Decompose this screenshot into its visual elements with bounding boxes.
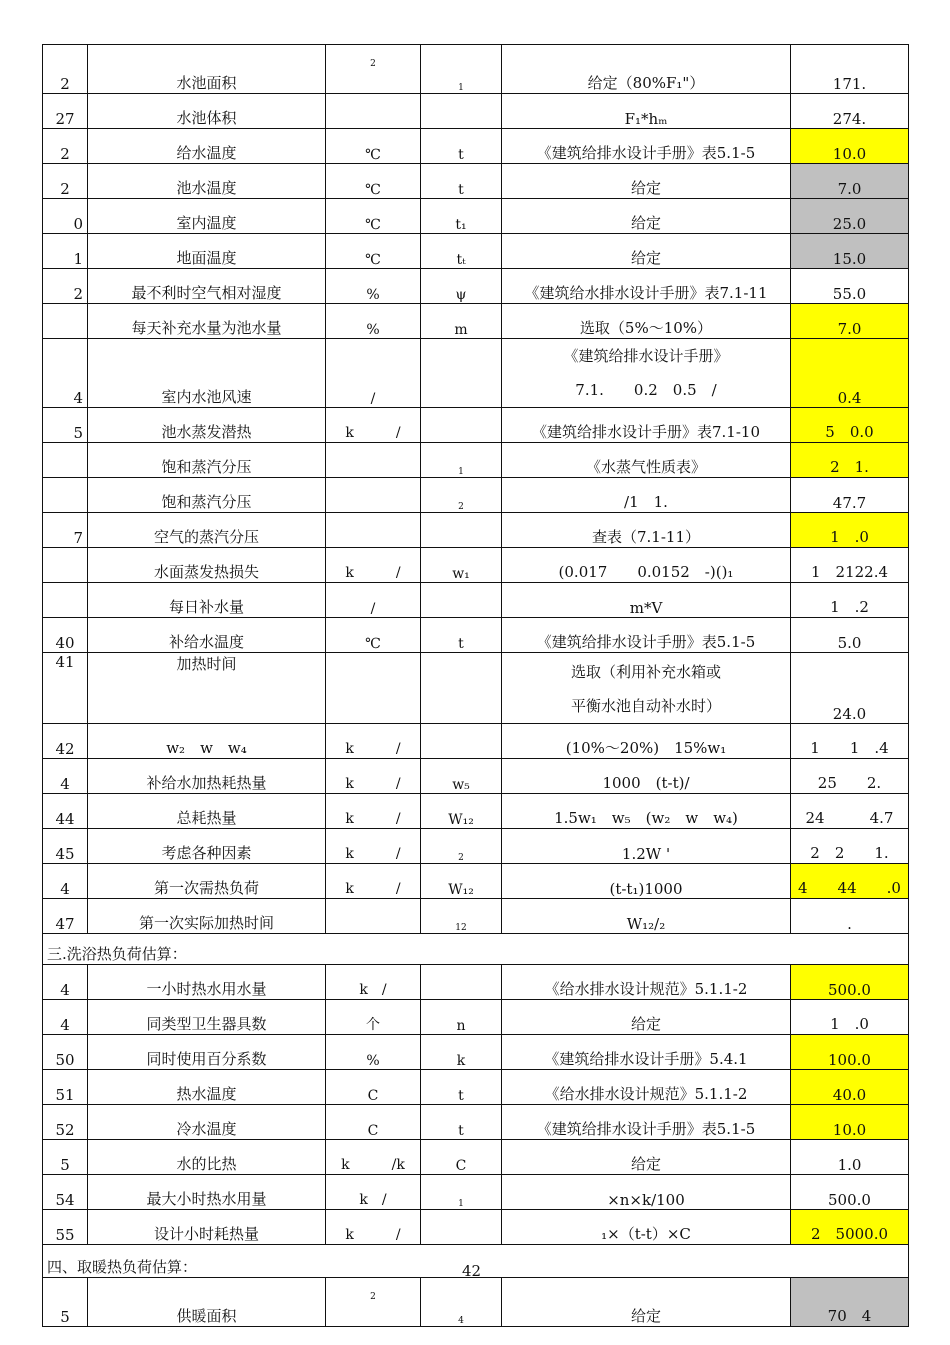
unit-cell: [326, 478, 421, 513]
unit-cell: %: [326, 1035, 421, 1070]
table-row: [43, 94, 909, 129]
formula-cell: W₁₂/₂: [502, 899, 791, 934]
row-number: [43, 583, 88, 618]
formula-cell: m*V: [502, 583, 791, 618]
table-row: [43, 129, 909, 164]
table-row: [43, 339, 909, 408]
item-name: 水池体积: [88, 94, 326, 129]
section-heading: 四、取暖热负荷估算：: [43, 1245, 909, 1278]
value-cell: 1 .2: [791, 583, 909, 618]
section-heading: 三.洗浴热负荷估算：: [43, 934, 909, 965]
value-cell: 100.0: [791, 1035, 909, 1070]
formula-cell: 给定: [502, 234, 791, 269]
row-number: 2: [43, 45, 88, 94]
formula-cell: (t-t₁)1000: [502, 864, 791, 899]
row-number: 42: [43, 724, 88, 759]
formula-cell: (10%～20%) 15%w₁: [502, 724, 791, 759]
value-cell: 500.0: [791, 965, 909, 1000]
symbol-cell: [421, 724, 502, 759]
table-row: [43, 1035, 909, 1070]
table-row: [43, 583, 909, 618]
symbol-cell: w₅: [421, 759, 502, 794]
unit-cell: 个: [326, 1000, 421, 1035]
value-cell: 47.7: [791, 478, 909, 513]
table-row: [43, 1105, 909, 1140]
page-number: 42: [462, 1262, 482, 1280]
value-cell: .: [791, 899, 909, 934]
formula-cell: 《给水排水设计规范》5.1.1-2: [502, 1070, 791, 1105]
table-row: [43, 548, 909, 583]
item-name: 同类型卫生器具数: [88, 1000, 326, 1035]
table-row: [43, 408, 909, 443]
value-cell: 15.0: [791, 234, 909, 269]
value-cell: 10.0: [791, 129, 909, 164]
formula-cell: 《建筑给排水设计手册》表5.1-5: [502, 618, 791, 653]
value-cell: 24.0: [791, 653, 909, 724]
symbol-cell: [421, 513, 502, 548]
unit-cell: [326, 94, 421, 129]
row-number: 55: [43, 1210, 88, 1245]
value-cell: 0.4: [791, 339, 909, 408]
item-name: 池水温度: [88, 164, 326, 199]
item-name: 考虑各种因素: [88, 829, 326, 864]
formula-cell: 给定（80%F₁"）: [502, 45, 791, 94]
symbol-cell: W₁₂: [421, 794, 502, 829]
formula-cell: 给定: [502, 164, 791, 199]
item-name: 室内水池风速: [88, 339, 326, 408]
item-name: 同时使用百分系数: [88, 1035, 326, 1070]
table-row: [43, 1000, 909, 1035]
value-cell: 1 2122.4: [791, 548, 909, 583]
section-row: [43, 934, 909, 965]
table-row: [43, 1175, 909, 1210]
formula-cell: (0.017 0.0152 -)()₁: [502, 548, 791, 583]
table-row: [43, 304, 909, 339]
unit-cell: %: [326, 304, 421, 339]
table-row: [43, 513, 909, 548]
row-number: 5: [43, 408, 88, 443]
row-number: 5: [43, 1278, 88, 1327]
row-number: 45: [43, 829, 88, 864]
formula-cell: ×n×k/100: [502, 1175, 791, 1210]
unit-cell: k /: [326, 1175, 421, 1210]
value-cell: 2 5000.0: [791, 1210, 909, 1245]
table-row: [43, 653, 909, 724]
row-number: 4: [43, 759, 88, 794]
row-number: 27: [43, 94, 88, 129]
item-name: 供暖面积: [88, 1278, 326, 1327]
row-number: 2: [43, 164, 88, 199]
item-name: 一小时热水用水量: [88, 965, 326, 1000]
symbol-cell: 12: [421, 899, 502, 934]
unit-cell: /: [326, 583, 421, 618]
table-row: [43, 269, 909, 304]
row-number: 41: [43, 653, 88, 724]
item-name: 补给水加热耗热量: [88, 759, 326, 794]
value-cell: 274.: [791, 94, 909, 129]
unit-cell: k /: [326, 759, 421, 794]
value-cell: 4 44 .0: [791, 864, 909, 899]
unit-cell: k /: [326, 864, 421, 899]
unit-cell: ℃: [326, 234, 421, 269]
value-cell: 5.0: [791, 618, 909, 653]
item-name: 地面温度: [88, 234, 326, 269]
symbol-cell: [421, 965, 502, 1000]
value-cell: 7.0: [791, 164, 909, 199]
table-row: [43, 443, 909, 478]
symbol-cell: 2: [421, 478, 502, 513]
value-cell: 2 2 1.: [791, 829, 909, 864]
row-number: 4: [43, 1000, 88, 1035]
formula-cell: 《建筑给排水设计手册》 7.1. 0.2 0.5 /: [502, 339, 791, 408]
row-number: [43, 443, 88, 478]
table-row: [43, 724, 909, 759]
row-number: 4: [43, 339, 88, 408]
formula-cell: 给定: [502, 1000, 791, 1035]
unit-cell: C: [326, 1105, 421, 1140]
item-name: 冷水温度: [88, 1105, 326, 1140]
formula-cell: /1 1.: [502, 478, 791, 513]
item-name: 热水温度: [88, 1070, 326, 1105]
row-number: 52: [43, 1105, 88, 1140]
row-number: 40: [43, 618, 88, 653]
table-row: [43, 234, 909, 269]
unit-cell: k /: [326, 965, 421, 1000]
item-name: 空气的蒸汽分压: [88, 513, 326, 548]
table-row: [43, 864, 909, 899]
table-row: [43, 829, 909, 864]
formula-cell: 选取（5%～10%）: [502, 304, 791, 339]
formula-cell: 《建筑给排水设计手册》表5.1-5: [502, 1105, 791, 1140]
item-name: 水的比热: [88, 1140, 326, 1175]
unit-cell: ℃: [326, 129, 421, 164]
table-row: [43, 164, 909, 199]
table-row: [43, 45, 909, 94]
symbol-cell: 1: [421, 1175, 502, 1210]
item-name: 每日补水量: [88, 583, 326, 618]
row-number: 2: [43, 129, 88, 164]
formula-cell: 1.5w₁ w₅ (w₂ w w₄): [502, 794, 791, 829]
symbol-cell: 1: [421, 443, 502, 478]
value-cell: 171.: [791, 45, 909, 94]
formula-cell: 查表（7.1-11）: [502, 513, 791, 548]
symbol-cell: [421, 408, 502, 443]
symbol-cell: t: [421, 1105, 502, 1140]
item-name: 总耗热量: [88, 794, 326, 829]
item-name: w₂ w w₄: [88, 724, 326, 759]
table-row: [43, 1140, 909, 1175]
symbol-cell: m: [421, 304, 502, 339]
row-number: 4: [43, 864, 88, 899]
unit-cell: /: [326, 339, 421, 408]
item-name: 第一次需热负荷: [88, 864, 326, 899]
item-name: 室内温度: [88, 199, 326, 234]
formula-cell: 给定: [502, 1140, 791, 1175]
unit-cell: k /: [326, 724, 421, 759]
symbol-cell: t: [421, 164, 502, 199]
unit-cell: ℃: [326, 164, 421, 199]
row-number: 5: [43, 1140, 88, 1175]
value-cell: 10.0: [791, 1105, 909, 1140]
table-row: [43, 1070, 909, 1105]
symbol-cell: ψ: [421, 269, 502, 304]
calculation-table: [42, 44, 909, 1327]
unit-cell: k /: [326, 408, 421, 443]
item-name: 补给水温度: [88, 618, 326, 653]
symbol-cell: 2: [421, 829, 502, 864]
symbol-cell: [421, 339, 502, 408]
row-number: 47: [43, 899, 88, 934]
formula-cell: 《建筑给排水设计手册》表5.1-5: [502, 129, 791, 164]
row-number: 2: [43, 269, 88, 304]
item-name: 加热时间: [88, 653, 326, 724]
value-cell: 1 .0: [791, 513, 909, 548]
unit-cell: ℃: [326, 618, 421, 653]
table-row: [43, 1210, 909, 1245]
formula-cell: 《给水排水设计规范》5.1.1-2: [502, 965, 791, 1000]
table-row: [43, 794, 909, 829]
value-cell: 25 2.: [791, 759, 909, 794]
unit-cell: C: [326, 1070, 421, 1105]
unit-cell: ℃: [326, 199, 421, 234]
unit-cell: k /: [326, 1210, 421, 1245]
unit-cell: [326, 443, 421, 478]
item-name: 每天补充水量为池水量: [88, 304, 326, 339]
table-row: [43, 965, 909, 1000]
table-row: [43, 618, 909, 653]
symbol-cell: t: [421, 1070, 502, 1105]
value-cell: 55.0: [791, 269, 909, 304]
formula-cell: F₁*hₘ: [502, 94, 791, 129]
value-cell: 5 0.0: [791, 408, 909, 443]
row-number: 50: [43, 1035, 88, 1070]
table-row: [43, 899, 909, 934]
value-cell: 1 1 .4: [791, 724, 909, 759]
formula-cell: ₁×（t-t）×C: [502, 1210, 791, 1245]
symbol-cell: t: [421, 129, 502, 164]
symbol-cell: C: [421, 1140, 502, 1175]
value-cell: 25.0: [791, 199, 909, 234]
table-row: [43, 759, 909, 794]
formula-cell: 1000 (t-t)/: [502, 759, 791, 794]
item-name: 饱和蒸汽分压: [88, 443, 326, 478]
unit-cell: k /: [326, 548, 421, 583]
symbol-cell: n: [421, 1000, 502, 1035]
unit-cell: [326, 899, 421, 934]
symbol-cell: k: [421, 1035, 502, 1070]
item-name: 水面蒸发热损失: [88, 548, 326, 583]
unit-cell: [326, 513, 421, 548]
table-row: [43, 478, 909, 513]
item-name: 水池面积: [88, 45, 326, 94]
formula-cell: 《建筑给水排水设计手册》表7.1-11: [502, 269, 791, 304]
symbol-cell: [421, 653, 502, 724]
formula-cell: 给定: [502, 199, 791, 234]
unit-cell: %: [326, 269, 421, 304]
unit-cell: k /: [326, 794, 421, 829]
symbol-cell: 4: [421, 1278, 502, 1327]
item-name: 第一次实际加热时间: [88, 899, 326, 934]
row-number: 1: [43, 234, 88, 269]
value-cell: 500.0: [791, 1175, 909, 1210]
row-number: [43, 304, 88, 339]
formula-cell: 《水蒸气性质表》: [502, 443, 791, 478]
formula-cell: 选取（利用补充水箱或 平衡水池自动补水时）: [502, 653, 791, 724]
row-number: 51: [43, 1070, 88, 1105]
symbol-cell: t₁: [421, 199, 502, 234]
value-cell: 40.0: [791, 1070, 909, 1105]
unit-cell: 2: [326, 1278, 421, 1327]
formula-cell: 给定: [502, 1278, 791, 1327]
value-cell: 7.0: [791, 304, 909, 339]
row-number: [43, 478, 88, 513]
value-cell: 70 4: [791, 1278, 909, 1327]
symbol-cell: tₜ: [421, 234, 502, 269]
row-number: 4: [43, 965, 88, 1000]
unit-cell: [326, 653, 421, 724]
row-number: [43, 548, 88, 583]
row-number: 0: [43, 199, 88, 234]
value-cell: 1 .0: [791, 1000, 909, 1035]
row-number: 44: [43, 794, 88, 829]
symbol-cell: t: [421, 618, 502, 653]
item-name: 最大小时热水用量: [88, 1175, 326, 1210]
unit-cell: k /: [326, 829, 421, 864]
table-row: [43, 199, 909, 234]
item-name: 给水温度: [88, 129, 326, 164]
item-name: 池水蒸发潜热: [88, 408, 326, 443]
row-number: 7: [43, 513, 88, 548]
symbol-cell: w₁: [421, 548, 502, 583]
value-cell: 1.0: [791, 1140, 909, 1175]
unit-cell: 2: [326, 45, 421, 94]
item-name: 饱和蒸汽分压: [88, 478, 326, 513]
symbol-cell: 1: [421, 45, 502, 94]
table-body: [43, 45, 909, 1327]
row-number: 54: [43, 1175, 88, 1210]
formula-cell: 《建筑给排水设计手册》5.4.1: [502, 1035, 791, 1070]
symbol-cell: [421, 94, 502, 129]
unit-cell: k /k: [326, 1140, 421, 1175]
symbol-cell: W₁₂: [421, 864, 502, 899]
item-name: 最不利时空气相对湿度: [88, 269, 326, 304]
value-cell: 2 1.: [791, 443, 909, 478]
value-cell: 24 4.7: [791, 794, 909, 829]
symbol-cell: [421, 1210, 502, 1245]
item-name: 设计小时耗热量: [88, 1210, 326, 1245]
formula-cell: 《建筑给排水设计手册》表7.1-10: [502, 408, 791, 443]
formula-cell: 1.2W ': [502, 829, 791, 864]
table-row: [43, 1278, 909, 1327]
symbol-cell: [421, 583, 502, 618]
